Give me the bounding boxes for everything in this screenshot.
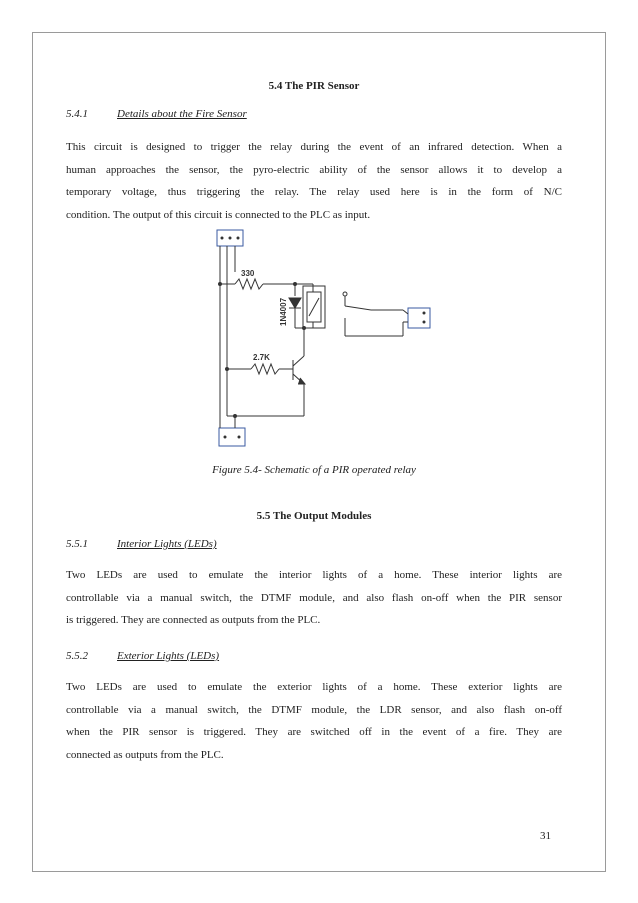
figure-caption: Figure 5.4- Schematic of a PIR operated relay	[212, 464, 416, 476]
diode-symbol	[289, 298, 301, 308]
subheading-5-5-2	[66, 650, 219, 662]
paragraph-line: Two LEDs are used to emulate the exterior lights of a home. These exterior lights are	[66, 681, 562, 693]
paragraph-line: controllable via a manual switch, the DTMF module, the LDR sensor, and also flash on-off	[66, 703, 562, 716]
subheading-number: 5.5.2	[66, 650, 88, 662]
paragraph-pir-description	[66, 136, 562, 226]
section-heading-5-4: 5.4 The PIR Sensor	[268, 80, 360, 92]
paragraph-line: controllable via a manual switch, the DTMF module, and also flash on-off when the PIR sensor	[66, 591, 562, 604]
subheading-5-5-1	[66, 538, 217, 550]
subheading-title: Details about the Fire Sensor	[117, 108, 247, 120]
paragraph-exterior-lights	[66, 676, 562, 766]
paragraph-line: temporary voltage, thus triggering the relay. The relay used here is in the form of N/C	[66, 186, 562, 198]
paragraph-interior-lights	[66, 564, 562, 632]
paragraph-line: is triggered. They are connected as outputs from the PLC.	[66, 614, 321, 626]
pir-relay-schematic	[205, 226, 435, 451]
paragraph-line: This circuit is designed to trigger the relay during the event of an infrared detection. When a	[66, 141, 562, 153]
label-resistor-330: 330	[241, 269, 255, 278]
bottom-connector	[219, 428, 245, 446]
paragraph-line: human approaches the sensor, the pyro-electric ability of the sensor allows it to develop a	[66, 163, 562, 176]
label-resistor-2-7k: 2.7K	[253, 353, 270, 362]
subheading-number: 5.5.1	[66, 538, 88, 550]
subheading-title: Interior Lights (LEDs)	[117, 538, 217, 550]
paragraph-line: when the PIR sensor is triggered. They are switched off in the event of a fire. They are	[66, 726, 562, 738]
paragraph-line: connected as outputs from the PLC.	[66, 748, 224, 761]
paragraph-line: Two LEDs are used to emulate the interior lights of a home. These interior lights are	[66, 569, 562, 581]
resistor-2-7k	[251, 364, 279, 374]
resistor-330	[235, 279, 263, 289]
subheading-title: Exterior Lights (LEDs)	[117, 650, 220, 662]
subheading-number: 5.4.1	[66, 108, 88, 120]
page-number: 31	[540, 830, 551, 842]
section-heading-5-5: 5.5 The Output Modules	[256, 510, 372, 522]
right-connector	[408, 308, 430, 328]
subheading-5-4-1	[66, 108, 247, 120]
paragraph-line: condition. The output of this circuit is connected to the PLC as input.	[66, 208, 371, 221]
label-diode: 1N4007	[279, 297, 288, 326]
